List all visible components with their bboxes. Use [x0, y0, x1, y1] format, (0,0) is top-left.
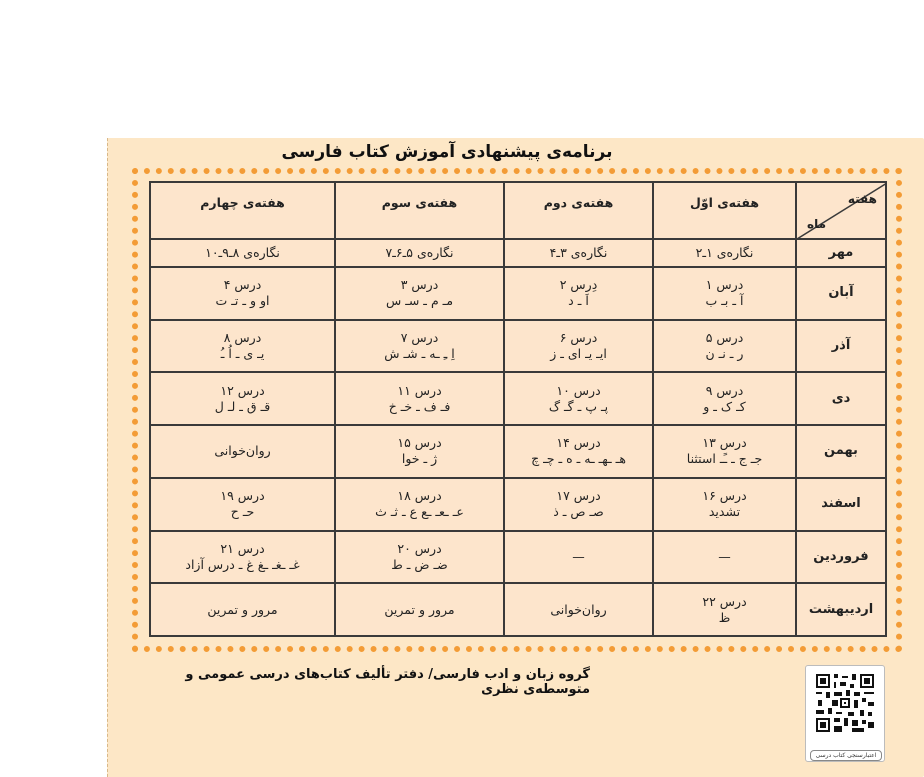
week-cell: [335, 372, 504, 425]
cell-primary-text: درس ۱۵: [397, 435, 442, 451]
cell-secondary-text: یـ ی ـ اُ ـُ: [220, 345, 265, 361]
week-cell: [504, 267, 653, 320]
cell-secondary-text: غـ ـغـ ـغ غ ـ درس آزاد: [185, 556, 300, 572]
cell-primary-text: مرور و تمرین: [384, 601, 455, 617]
cell-primary-text: روان‌خوانی: [214, 443, 271, 459]
cell-secondary-text: صـ ص ـ ذ: [553, 504, 604, 520]
cell-primary-text: درس ۱۳: [702, 435, 747, 451]
week-cell: [150, 531, 335, 584]
week-cell: [504, 239, 653, 267]
cell-primary-text: نگاره‌ی ۸ـ۹ـ۱۰: [205, 244, 280, 260]
cell-secondary-text: ر ـ نـ ن: [705, 345, 744, 361]
week-cell: [150, 425, 335, 478]
cell-primary-text: درس ۵: [705, 329, 744, 345]
cell-primary-text: —: [718, 548, 731, 564]
cell-secondary-text: حـ ح: [230, 504, 255, 520]
cell-primary-text: درس ۱۱: [397, 382, 442, 398]
week-cell: [335, 478, 504, 531]
table-row: [150, 267, 886, 320]
cell-secondary-text: ظ: [718, 609, 731, 625]
table-row: [150, 320, 886, 373]
cell-primary-text: روان‌خوانی: [550, 601, 607, 617]
cell-primary-text: نگاره‌ی ۳ـ۴: [549, 244, 608, 260]
cell-primary-text: درس ۱۹: [220, 488, 265, 504]
table-body: [150, 239, 886, 636]
week-cell: [504, 531, 653, 584]
week-cell: [504, 372, 653, 425]
week-cell: [150, 267, 335, 320]
cell-secondary-text: اِ ـِ ـه ـ شـ ش: [384, 345, 455, 361]
week-cell: [653, 478, 796, 531]
qr-code-icon: [814, 672, 876, 734]
week-cell: [150, 583, 335, 636]
cell-primary-text: درس ۱۶: [702, 488, 747, 504]
week-cell: [653, 372, 796, 425]
cell-primary-text: درس ۹: [705, 382, 744, 398]
cell-secondary-text: ضـ ض ـ ط: [391, 556, 448, 572]
month-cell: دی: [796, 372, 886, 425]
corner-month-label: ماه: [807, 217, 827, 231]
week-cell: [335, 320, 504, 373]
week-cell: [653, 583, 796, 636]
week-cell: [504, 478, 653, 531]
cell-primary-text: مرور و تمرین: [207, 601, 278, 617]
table-row: [150, 239, 886, 267]
cell-primary-text: نگاره‌ی ۱ـ۲: [695, 244, 754, 260]
month-cell: اردیبهشت: [796, 583, 886, 636]
week-cell: [653, 239, 796, 267]
column-header-week-2: هفته‌ی دوم: [504, 182, 653, 239]
cell-secondary-text: تشدید: [708, 504, 741, 520]
cell-secondary-text: ایـ یـ ای ـ ز: [550, 345, 607, 361]
cell-primary-text: درس ۶: [559, 329, 598, 345]
month-cell: آذر: [796, 320, 886, 373]
week-cell: [653, 425, 796, 478]
week-cell: [335, 583, 504, 636]
schedule-table: [149, 181, 887, 637]
cell-primary-text: درس ۸: [223, 329, 262, 345]
cell-secondary-text: عـ ـعـ ـع ع ـ ثـ ث: [375, 504, 464, 520]
cell-secondary-text: اَ ـ د: [568, 293, 589, 309]
cell-primary-text: درس ۱۷: [556, 488, 601, 504]
cell-primary-text: —: [572, 548, 585, 564]
cell-primary-text: درس ۲۰: [397, 540, 442, 556]
qr-code-label: اعتبارسنجی کتاب درسی: [810, 750, 882, 761]
month-cell: مهر: [796, 239, 886, 267]
cell-secondary-text: آ ـ بـ ب: [705, 293, 744, 309]
cell-primary-text: درس ۲۱: [220, 540, 265, 556]
month-cell: اسفند: [796, 478, 886, 531]
table-row: [150, 531, 886, 584]
corner-week-label: هفته: [847, 192, 877, 206]
week-cell: [504, 583, 653, 636]
cell-secondary-text: جـ ج ـ ـًـ استثنا: [686, 451, 763, 467]
cell-secondary-text: پـ پ ـ گـ گ: [548, 398, 609, 414]
corner-cell: [796, 182, 886, 239]
week-cell: [335, 239, 504, 267]
column-header-week-3: هفته‌ی سوم: [335, 182, 504, 239]
table-row: [150, 372, 886, 425]
week-cell: [150, 239, 335, 267]
week-cell: [150, 372, 335, 425]
footer-credit: گروه زبان و ادب فارسی/ دفتر تألیف کتاب‌های درسی عمومی و متوسطه‌ی نظری: [185, 667, 590, 697]
cell-primary-text: درس ۳: [400, 277, 439, 293]
month-cell: آبان: [796, 267, 886, 320]
cell-secondary-text: او و ـ تـ ت: [215, 293, 270, 309]
week-cell: [653, 267, 796, 320]
cell-secondary-text: هـ ـهـ ـه ـ ه ـ چـ چ: [531, 451, 626, 467]
month-cell: بهمن: [796, 425, 886, 478]
week-cell: [335, 425, 504, 478]
week-cell: [150, 320, 335, 373]
header-row: [150, 182, 886, 239]
cell-primary-text: درس ۱: [705, 277, 744, 293]
cell-primary-text: درس ۱۸: [397, 488, 442, 504]
week-cell: [335, 267, 504, 320]
week-cell: [504, 320, 653, 373]
cell-primary-text: درس ۱۲: [220, 382, 265, 398]
cell-primary-text: نگاره‌ی ۵ـ۶ـ۷: [385, 244, 454, 260]
cell-primary-text: درس ۱۰: [556, 382, 601, 398]
cell-secondary-text: قـ ق ـ لـ ل: [214, 398, 271, 414]
cell-primary-text: درس ۷: [400, 329, 439, 345]
table-row: [150, 583, 886, 636]
week-cell: [335, 531, 504, 584]
column-header-week-1: هفته‌ی اوّل: [653, 182, 796, 239]
month-cell: فروردین: [796, 531, 886, 584]
cell-secondary-text: کـ ک ـ و: [703, 398, 746, 414]
table-row: [150, 478, 886, 531]
column-header-week-4: هفته‌ی چهارم: [150, 182, 335, 239]
week-cell: [653, 320, 796, 373]
week-cell: [504, 425, 653, 478]
week-cell: [150, 478, 335, 531]
cell-primary-text: درس ۲۲: [702, 593, 747, 609]
cell-primary-text: درس ۱۴: [556, 435, 601, 451]
week-cell: [653, 531, 796, 584]
cell-secondary-text: مـ م ـ سـ س: [385, 293, 454, 309]
cell-primary-text: دِرس ۲: [559, 277, 598, 293]
table-row: [150, 425, 886, 478]
qr-code-box[interactable]: [805, 665, 885, 762]
cell-primary-text: درس ۴: [223, 277, 262, 293]
cell-secondary-text: ژ ـ خوا: [401, 451, 438, 467]
cell-secondary-text: فـ ف ـ خـ خ: [388, 398, 451, 414]
page-title: برنامه‌ی پیشنهادی آموزش کتاب فارسی: [281, 142, 613, 162]
